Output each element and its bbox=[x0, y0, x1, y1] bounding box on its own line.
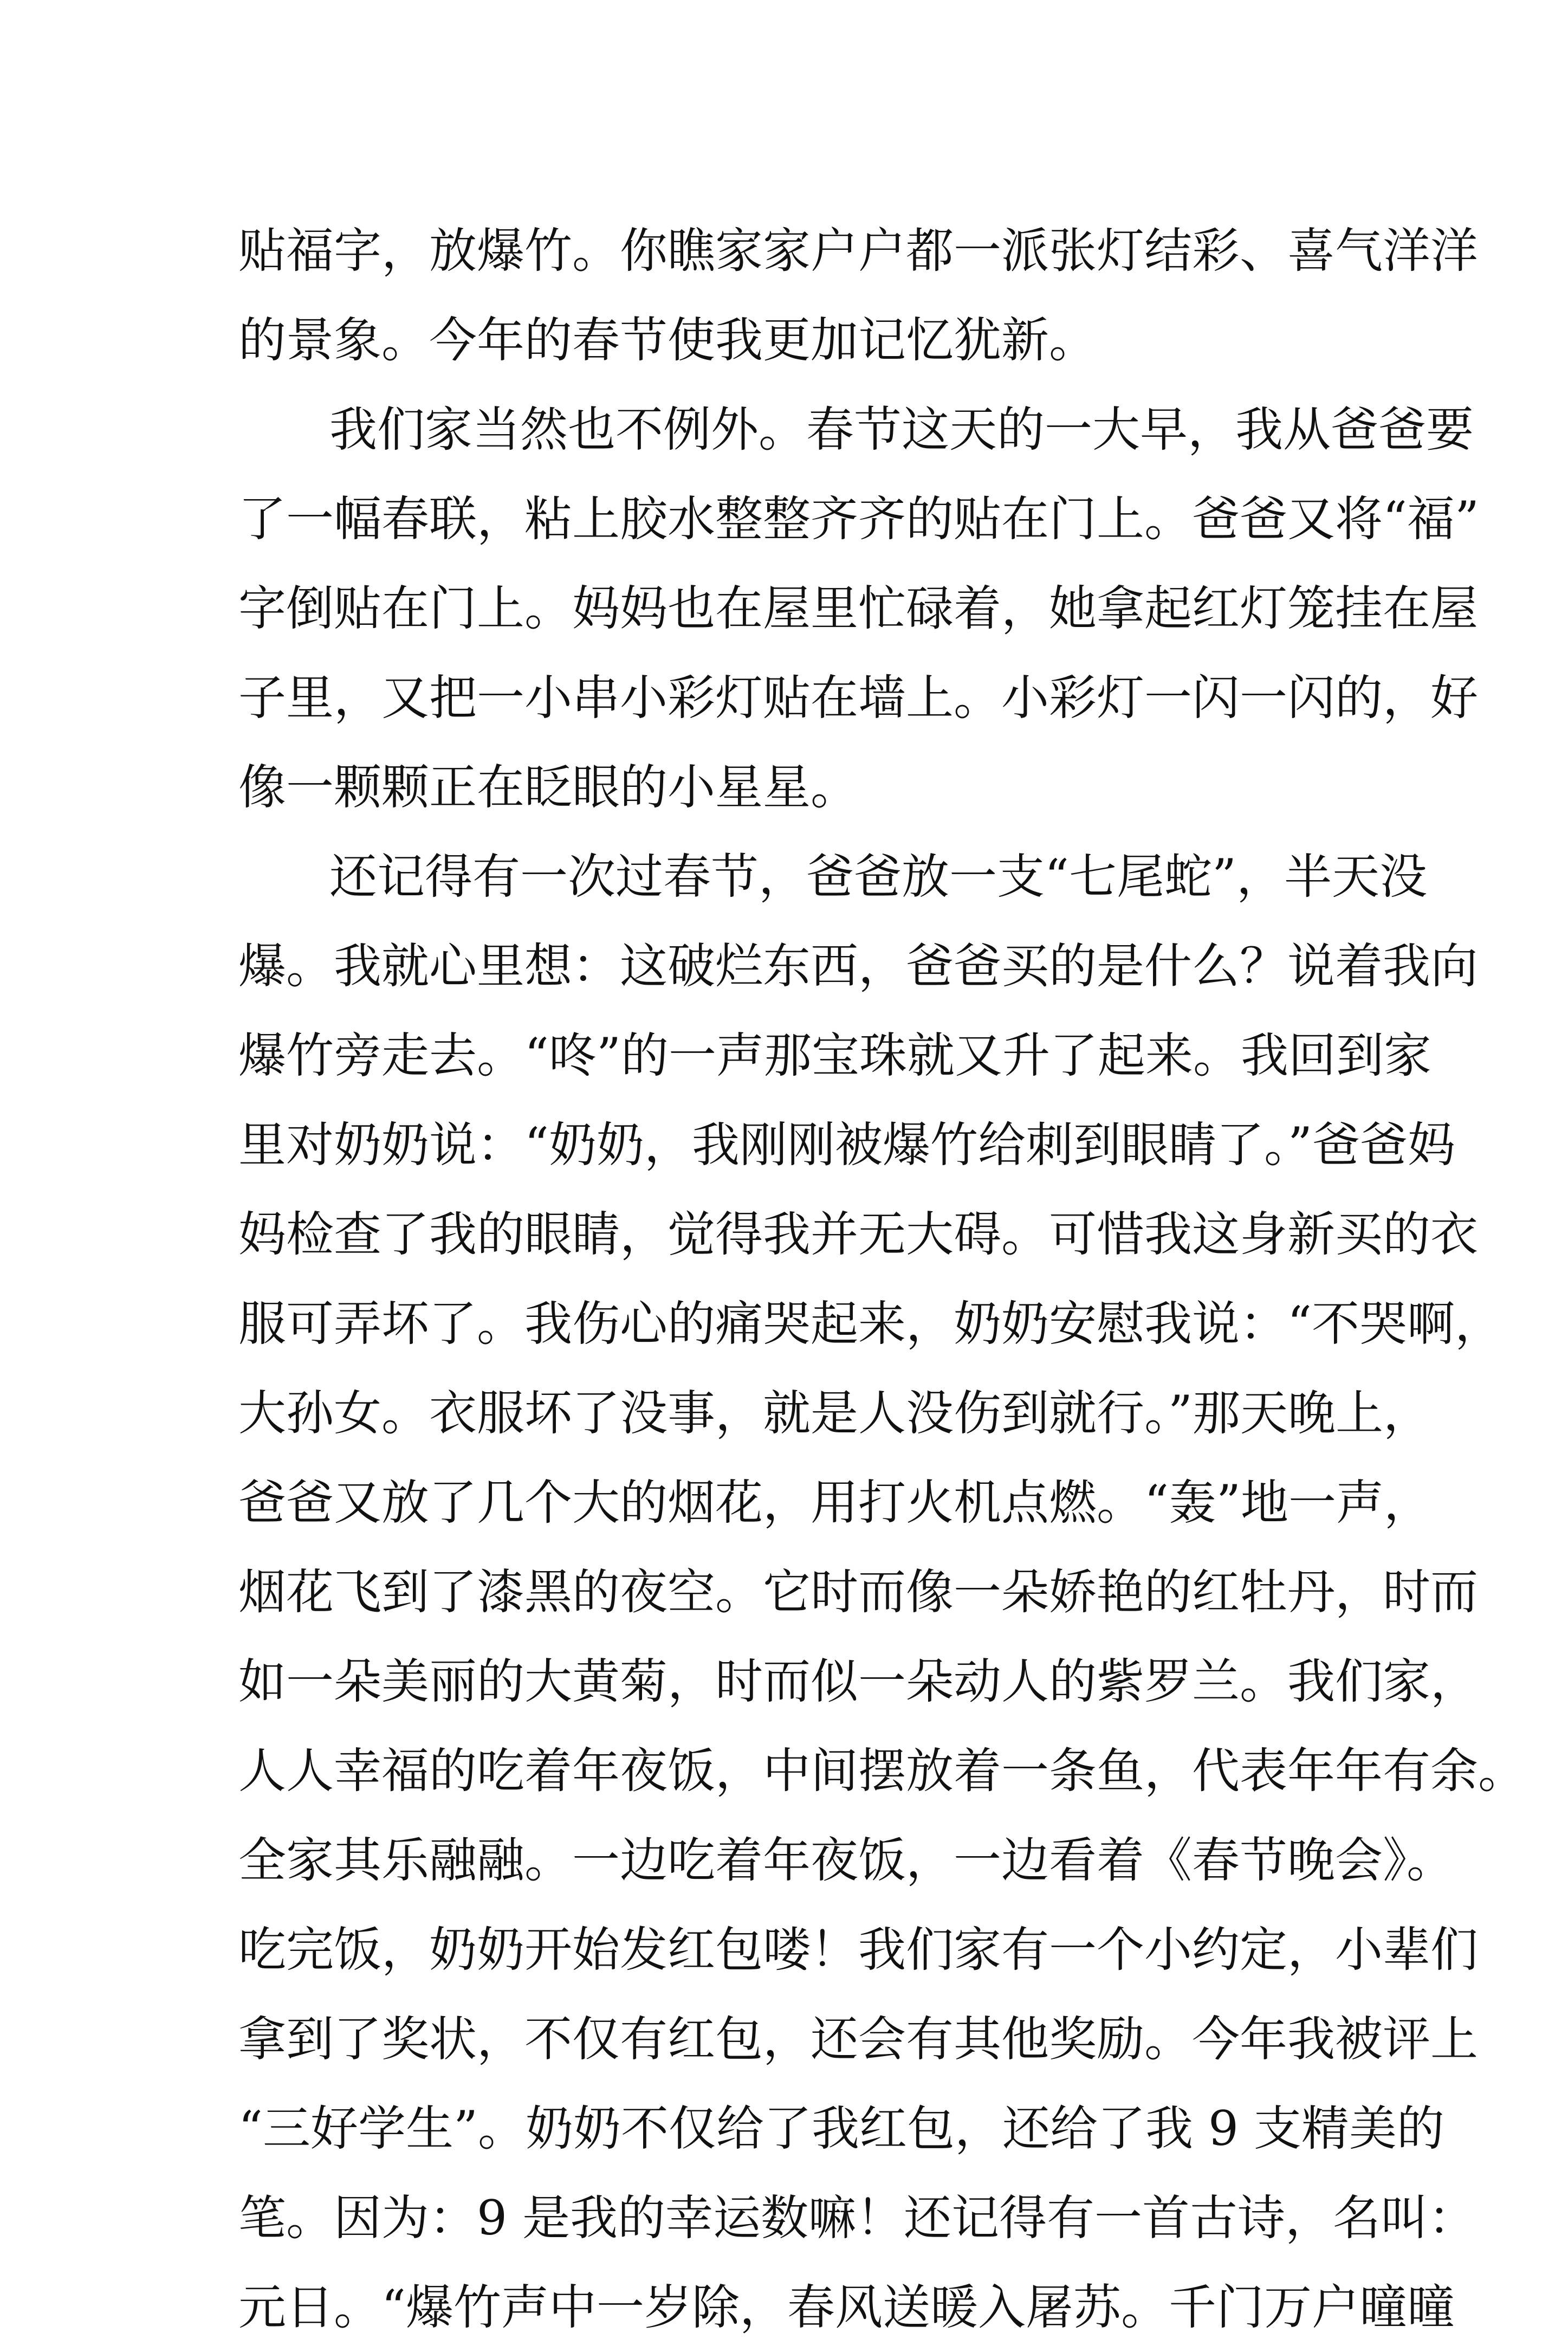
text-line: 还记得有一次过春节，爸爸放一支“七尾蛇”，半天没 bbox=[329, 849, 1427, 904]
text-line: 子里，又把一小串小彩灯贴在墙上。小彩灯一闪一闪的，好 bbox=[238, 670, 1479, 726]
text-line: 爆竹旁走去。“咚”的一声那宝珠就又升了起来。我回到家 bbox=[238, 1028, 1431, 1083]
text-line: 像一颗颗正在眨眼的小星星。 bbox=[238, 759, 859, 815]
text-line: 人人幸福的吃着年夜饭，中间摆放着一条鱼，代表年年有余。 bbox=[238, 1743, 1526, 1799]
text-line: 字倒贴在门上。妈妈也在屋里忙碌着，她拿起红灯笼挂在屋 bbox=[238, 580, 1479, 636]
text-line: 吃完饭，奶奶开始发红包喽！我们家有一个小约定，小辈们 bbox=[238, 1922, 1479, 1978]
text-line: 里对奶奶说：“奶奶，我刚刚被爆竹给刺到眼睛了。”爸爸妈 bbox=[238, 1117, 1455, 1173]
text-line: 我们家当然也不例外。春节这天的一大早，我从爸爸要 bbox=[329, 402, 1474, 457]
text-line: 妈检查了我的眼睛，觉得我并无大碍。可惜我这身新买的衣 bbox=[238, 1206, 1479, 1262]
text-line: 如一朵美丽的大黄菊，时而似一朵动人的紫罗兰。我们家， bbox=[238, 1653, 1479, 1709]
body-text bbox=[238, 206, 1526, 2352]
text-line: 大孙女。衣服坏了没事，就是人没伤到就行。”那天晚上， bbox=[238, 1385, 1431, 1441]
text-line: 烟花飞到了漆黑的夜空。它时而像一朵娇艳的红牡丹，时而 bbox=[238, 1564, 1479, 1620]
text-line: 爆。我就心里想：这破烂东西，爸爸买的是什么？说着我向 bbox=[238, 938, 1479, 994]
text-line: “三好学生”。奶奶不仅给了我红包，还给了我 9 支精美的 bbox=[238, 2101, 1444, 2156]
text-line: 了一幅春联，粘上胶水整整齐齐的贴在门上。爸爸又将“福” bbox=[238, 491, 1479, 547]
text-line: 爸爸又放了几个大的烟花，用打火机点燃。“轰”地一声， bbox=[238, 1475, 1431, 1530]
text-line: 元日。“爆竹声中一岁除，春风送暖入屠苏。千门万户曈曈 bbox=[238, 2279, 1455, 2335]
text-line: 拿到了奖状，不仅有红包，还会有其他奖励。今年我被评上 bbox=[238, 2011, 1479, 2067]
text-line: 贴福字，放爆竹。你瞧家家户户都一派张灯结彩、喜气洋洋 bbox=[238, 223, 1479, 279]
text-line: 服可弄坏了。我伤心的痛哭起来，奶奶安慰我说：“不哭啊， bbox=[238, 1296, 1502, 1352]
text-line: 的景象。今年的春节使我更加记忆犹新。 bbox=[238, 312, 1097, 368]
text-line: 全家其乐融融。一边吃着年夜饭，一边看着《春节晚会》。 bbox=[238, 1832, 1455, 1888]
text-line: 笔。因为：9 是我的幸运数嘛！还记得有一首古诗，名叫： bbox=[238, 2190, 1476, 2246]
